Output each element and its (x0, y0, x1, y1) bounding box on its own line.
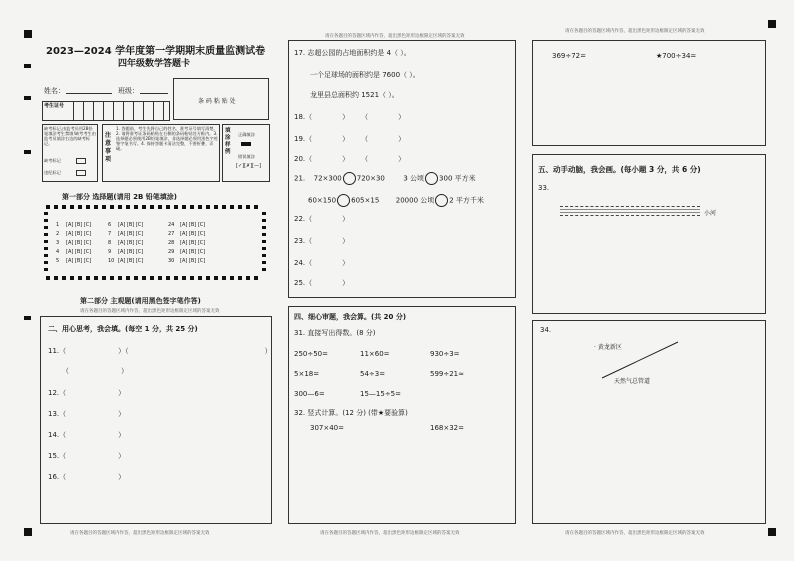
calc-5: 54÷3= (360, 370, 386, 378)
q19: 19.（ ） （ ） (294, 135, 406, 143)
part2-title: 第二部分 主观题(请用黑色签字笔作答) (80, 297, 201, 305)
q17b: 一个足球场的面积约是 7600（ ）。 (310, 71, 420, 79)
q21-c2: 605×15 (351, 196, 380, 205)
q-number: 24 (168, 222, 175, 228)
q20: 20.（ ） （ ） (294, 155, 406, 163)
q21-label: 21. (294, 174, 306, 183)
point-label: · 黄龙新区 (594, 344, 622, 351)
q21-a2: 720×30 (356, 174, 385, 183)
missing-mark-text: 缺考标记,由监考员用2B铅笔填涂考生禁填!缺考考生由监考员填涂右边的缺考标记。 (44, 126, 96, 146)
q24: 24.（ ） (294, 259, 350, 267)
compare-circle[interactable] (435, 194, 448, 207)
q16: 16.（ ） (48, 473, 126, 481)
q32b: 168×32= (430, 424, 464, 432)
exam-grid-lines (64, 101, 170, 121)
class-label: 班级： (118, 87, 139, 95)
q18: 18.（ ） （ ） (294, 113, 406, 121)
missing-label: 缺考标记 (44, 158, 61, 163)
choice-options[interactable]: [A] [B] [C] (118, 240, 144, 246)
violation-checkbox[interactable] (76, 170, 86, 176)
river-label: 小河 (704, 210, 717, 217)
q11 (48, 346, 272, 356)
side-mark (24, 316, 31, 320)
calc-8: 15—15÷5= (360, 390, 401, 398)
exam-number-label: 考生证号 (44, 103, 65, 109)
bottom-note-middle: 请在各题目的答题区域内作答，超出黑色矩形边框限定区域的答案无效 (320, 531, 460, 536)
q21-b2: 300 平方米 (439, 174, 476, 183)
calc-1: 250÷50= (294, 350, 328, 358)
wrong-fill-sample: [✓][✗][—] (236, 163, 262, 169)
q21-c1: 60×150 (308, 196, 337, 205)
q22: 22.（ ） (294, 215, 350, 223)
corner-mark-top-left (24, 30, 32, 38)
right-q-b: ★700÷34= (656, 52, 697, 60)
choice-options[interactable]: [A] [B] [C] (66, 249, 92, 255)
timing-track-top (46, 205, 262, 209)
choice-options[interactable]: [A] [B] [C] (118, 249, 144, 255)
q11-second-line: （ ） (62, 367, 128, 375)
choice-options[interactable]: [A] [B] [C] (180, 258, 206, 264)
q17c: 龙里县总面积约 1521（ ）。 (310, 91, 399, 99)
choice-options[interactable]: [A] [B] [C] (180, 240, 206, 246)
section2-title: 二、用心思考，我会填。(每空 1 分，共 25 分) (48, 325, 198, 333)
q21-a1: 72×300 (313, 174, 342, 183)
part2-note: 请在各题目的答题区域内作答，超出黑色矩形边框限定区域的答案无效 (80, 309, 220, 314)
side-mark (24, 96, 31, 100)
q15: 15.（ ） (48, 452, 126, 460)
q11-mid: ）（ (118, 347, 129, 355)
calc-4: 5×18= (294, 370, 320, 378)
compare-circle[interactable] (343, 172, 356, 185)
timing-track-left (44, 212, 48, 272)
compare-circle[interactable] (337, 194, 350, 207)
compare-circle[interactable] (425, 172, 438, 185)
choice-options[interactable]: [A] [B] [C] (118, 222, 144, 228)
choice-row (56, 249, 256, 258)
q21-d1: 20000 公顷 (395, 196, 435, 205)
barcode-label: 条 码 粘 贴 处 (198, 98, 236, 105)
choice-row (56, 240, 256, 249)
q33: 33. (538, 184, 550, 192)
q-number: 5 (56, 258, 60, 264)
attention-title: 注意事项 (105, 132, 112, 163)
q21-row2 (308, 194, 484, 207)
q-number: 6 (108, 222, 112, 228)
q11-close: ） (264, 347, 272, 355)
wrong-fill-label: 错误填涂 (238, 154, 255, 159)
corner-mark-bottom-left (24, 528, 32, 536)
q21-row1 (294, 172, 476, 185)
corner-mark-bottom-right (768, 528, 776, 536)
choice-row (56, 231, 256, 240)
q-number: 7 (108, 231, 112, 237)
top-note-right: 请在各题目的答题区域内作答，超出黑色矩形边框限定区域的答案无效 (565, 29, 705, 34)
q23: 23.（ ） (294, 237, 350, 245)
q32: 32. 竖式计算。(12 分) (带★要验算) (294, 409, 408, 417)
q11-open: 11.（ (48, 347, 67, 355)
q-number: 10 (108, 258, 115, 264)
choice-options[interactable]: [A] [B] [C] (180, 249, 206, 255)
correct-fill-label: 正确填涂 (238, 132, 255, 137)
q-number: 1 (56, 222, 60, 228)
q17: 17. 志超公园的占地面积约是 4（ ）。 (294, 49, 411, 57)
right-q-a: 369÷72= (552, 52, 586, 60)
missing-checkbox[interactable] (76, 158, 86, 164)
page-subtitle: 四年级数学答题卡 (118, 59, 191, 69)
q-number: 9 (108, 249, 112, 255)
correct-fill-sample (241, 142, 251, 146)
q-number: 30 (168, 258, 175, 264)
choice-options[interactable]: [A] [B] [C] (180, 231, 206, 237)
q-number: 28 (168, 240, 175, 246)
q-number: 4 (56, 249, 60, 255)
choice-options[interactable]: [A] [B] [C] (118, 258, 144, 264)
bottom-note-left: 请在各题目的答题区域内作答，超出黑色矩形边框限定区域的答案无效 (70, 531, 210, 536)
calc-3: 930÷3= (430, 350, 460, 358)
gas-pipe-line (600, 340, 680, 380)
q12: 12.（ ） (48, 389, 126, 397)
timing-track-bottom (46, 276, 262, 280)
section5-title: 五、动手动脑，我会画。(每小题 3 分，共 6 分) (538, 165, 701, 174)
timing-track-right (262, 212, 266, 272)
attention-text: 1. 答题前，考生先将自己的姓名、准考证号填写清楚。2. 请将准考证条码粘贴在右侧的条码粘贴处方框内。3. 选择题必须使用2B铅笔填涂，非选择题必须用黑色字迹签字笔书写。4. 保持答题卡清洁完整，不要折叠、弄破。 (116, 126, 218, 151)
choice-grid (56, 222, 256, 267)
q-number: 2 (56, 231, 60, 237)
choice-options[interactable]: [A] [B] [C] (66, 258, 92, 264)
choice-options[interactable]: [A] [B] [C] (118, 231, 144, 237)
river-drawing (560, 206, 700, 216)
q13: 13.（ ） (48, 410, 126, 418)
section4-title: 四、细心审题，我会算。(共 20 分) (294, 313, 407, 321)
q34: 34. (540, 326, 552, 334)
fill-example-title: 填涂样例 (225, 128, 231, 155)
q-number: 27 (168, 231, 175, 237)
choice-options[interactable]: [A] [B] [C] (66, 240, 92, 246)
side-mark (24, 64, 31, 68)
part1-title: 第一部分 选择题(请用 2B 铅笔填涂) (62, 193, 177, 201)
section5-box[interactable] (532, 154, 766, 314)
choice-row (56, 258, 256, 267)
violation-label: 违纪标记 (44, 170, 61, 175)
q-number: 8 (108, 240, 112, 246)
q21-d2: 2 平方千米 (449, 196, 484, 205)
choice-row (56, 222, 256, 231)
q-number: 29 (168, 249, 175, 255)
corner-mark-top-right (768, 20, 776, 28)
choice-options[interactable]: [A] [B] [C] (180, 222, 206, 228)
q25: 25.（ ） (294, 279, 350, 287)
q14: 14.（ ） (48, 431, 126, 439)
q32a: 307×40= (310, 424, 344, 432)
calc-6: 599÷21≈ (430, 370, 464, 378)
side-mark (24, 150, 31, 154)
class-field[interactable] (140, 93, 168, 94)
calc-2: 11×60= (360, 350, 390, 358)
choice-options[interactable]: [A] [B] [C] (66, 222, 92, 228)
q21-b1: 3 公顷 (403, 174, 425, 183)
top-note-middle: 请在各题目的答题区域内作答，超出黑色矩形边框限定区域的答案无效 (325, 34, 465, 39)
q31: 31. 直接写出得数。(8 分) (294, 329, 376, 337)
q-number: 3 (56, 240, 60, 246)
page-title: 2023—2024 学年度第一学期期末质量监测试卷 (46, 46, 266, 57)
name-field[interactable] (66, 93, 112, 94)
choice-options[interactable]: [A] [B] [C] (66, 231, 92, 237)
calc-7: 300—6= (294, 390, 325, 398)
pipe-label: 天然气总管道 (614, 378, 651, 385)
name-label: 姓名： (44, 87, 65, 95)
bottom-note-right: 请在各题目的答题区域内作答，超出黑色矩形边框限定区域的答案无效 (565, 531, 705, 536)
